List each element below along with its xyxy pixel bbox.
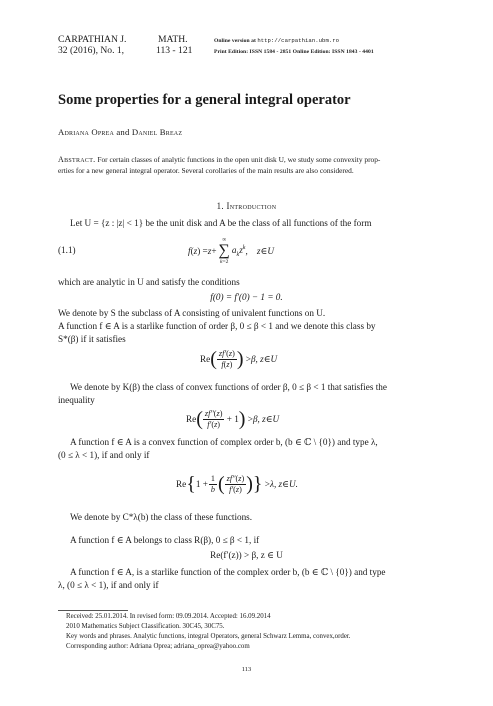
equation-normalization: f(0) = f′(0) − 1 = 0. [210,292,283,302]
footnote-rule [58,610,128,611]
author-and: and [116,127,130,137]
paragraph-complex-starlike-1: A function f ∈ A, is a starlike function of the complex order b, (b ∈ ℂ \ {0}) and type [70,567,386,577]
paragraph-complex-convex-1: A function f ∈ A is a convex function of complex order b, (b ∈ ℂ \ {0}) and type λ, [70,437,378,447]
equation-starlike: Re ( $\frac{zf'(z)}{f(z)}$ ) > β, z ∈ U [200,348,278,370]
paragraph-complex-starlike-2: λ, (0 ≤ λ < 1), if and only if [58,580,159,590]
article-authors [58,127,182,137]
paragraph-analytic: which are analytic in U and satisfy the conditions [58,277,240,287]
equation-complex-convex: Re { 1 + $\frac{1}{b}$ ( $\frac{zf''(z)}{f'(z)}$ ) } > λ, z ∈ U. [176,473,298,495]
online-prefix: Online version at [214,38,256,44]
equation-class-r: Re(f′(z)) > β, z ∈ U [210,550,283,560]
footnote-corresponding: Corresponding author: Adriana Oprea; adriana_oprea@yahoo.com [66,643,250,650]
sum-symbol: ∞ ∑ k=2 [218,237,230,265]
journal-subject: MATH. [158,34,188,45]
article-pages: 113 - 121 [156,45,193,56]
paragraph-univalent: We denote by S the subclass of A consisting of univalent functions on U. [58,308,326,318]
paragraph-complex-convex-2: (0 ≤ λ < 1), if and only if [58,450,150,460]
page-number: 113 [241,666,252,673]
author-1: Adriana Oprea [58,127,114,137]
abstract-line-2: erties for a new general integral operator. Several corollaries of the main results are also considered. [58,166,354,175]
abstract-label: Abstract. [58,155,96,164]
section-heading [0,201,493,211]
journal-issue: 32 (2016), No. 1, [58,45,125,56]
footnote-keywords: Key words and phrases. Analytic functions, integral Operators, general Schwarz Lemma, convex,order. [66,633,351,640]
abstract-text-1: For certain classes of analytic functions in the open unit disk U, we study some convexity prop- [97,155,381,164]
author-2: Daniel Breaz [131,127,183,137]
paragraph-class-r: A function f ∈ A belongs to class R(β), 0 ≤ β < 1, if [70,535,260,545]
equation-1-1: f ( z ) = z + ∞ ∑ k=2 $a_kz^k$ , z ∈ U [188,237,274,265]
paragraph-convex-2: inequality [58,395,95,405]
paragraph-unit-disk: Let U = {z : |z| < 1} be the unit disk and A be the class of all functions of the form [70,218,372,228]
paragraph-starlike-1: A function f ∈ A is a starlike function of order β, 0 ≤ β < 1 and we denote this class by [58,321,376,331]
section-number: 1. [216,201,224,211]
print-edition: Print Edition: ISSN 1584 - 2851 Online Edition: ISSN 1843 - 4401 [214,49,374,55]
paragraph-convex-1: We denote by K(β) the class of convex functions of order β, 0 ≤ β < 1 that satisfies the [70,382,387,392]
footnote-msc: 2010 Mathematics Subject Classification. 30C45, 30C75. [66,623,225,630]
online-url[interactable]: http://carpathian.ubm.ro [257,37,340,44]
journal-name: CARPATHIAN J. [58,34,127,45]
paragraph-class-c: We denote by C*λ(b) the class of these functions. [70,512,253,522]
paragraph-starlike-2: S*(β) if it satisfies [58,334,126,344]
article-title: Some properties for a general integral operator [58,92,351,108]
section-title: Introduction [226,201,277,211]
abstract-line-1 [58,155,380,166]
equation-number-1-1: (1.1) [58,245,76,255]
equation-convex: Re ( $\frac{zf''(z)}{f'(z)}$ + 1 ) > β, z ∈ U [186,408,280,430]
footnote-received: Received: 25.01.2014. In revised form: 09.09.2014. Accepted: 16.09.2014 [66,613,271,620]
